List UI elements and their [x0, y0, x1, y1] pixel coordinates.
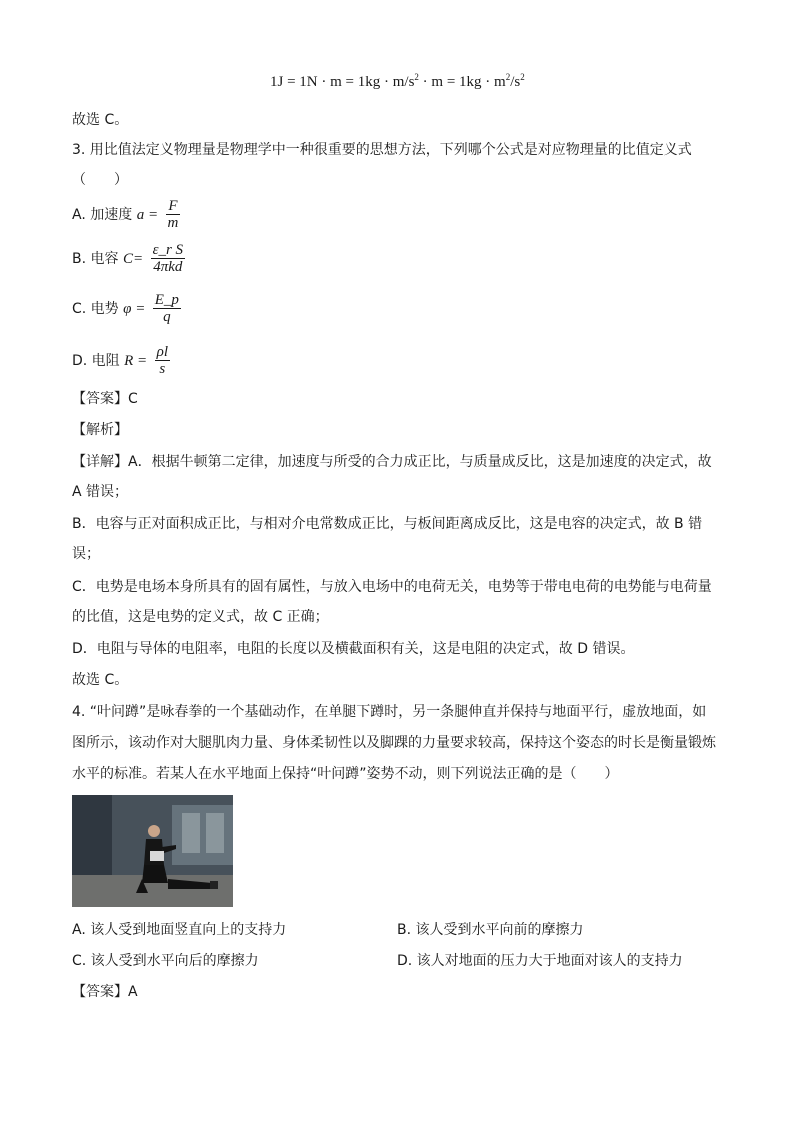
option-lhs: C=: [122, 250, 144, 267]
q3-option-c: [72, 292, 181, 325]
option-label: D. 电阻: [72, 352, 120, 369]
fraction-denominator: s: [159, 361, 166, 377]
q4-option-c: C. 该人受到水平向后的摩擦力: [72, 953, 259, 969]
q4-option-b: B. 该人受到水平向前的摩擦力: [397, 922, 584, 938]
option-label: A. 加速度: [72, 206, 133, 223]
q3-detail-line: B．电容与正对面积成正比，与相对介电常数成正比，与板间距离成反比，这是电容的决定式，故 B 错: [72, 516, 703, 532]
option-lhs: a =: [136, 206, 159, 223]
q3-detail-line: D．电阻与导体的电阻率，电阻的长度以及横截面积有关，这是电阻的决定式，故 D 错误。: [72, 641, 635, 657]
fraction-numerator: ε_r S: [152, 242, 184, 258]
option-label: C. 电势: [72, 300, 119, 317]
fraction-denominator: m: [167, 215, 179, 231]
fraction-denominator: q: [163, 309, 171, 325]
q3-detail-line: A 错误；: [72, 484, 129, 500]
q3-option-d: [72, 344, 170, 377]
option-lhs: R =: [124, 352, 148, 369]
q3-detail-line: 的比值，这是电势的定义式，故 C 正确；: [72, 609, 329, 625]
formula-sup-1: 2: [414, 72, 419, 82]
fraction-denominator: 4πkd: [153, 259, 183, 275]
q4-stem-line: 4. “叶问蹲”是咏春拳的一个基础动作，在单腿下蹲时，另一条腿伸直并保持与地面平行，虚放地面，如: [72, 704, 707, 720]
fraction-numerator: ρl: [156, 344, 169, 360]
q4-stem-line: 水平的标准。若某人在水平地面上保持“叶问蹲”姿势不动，则下列说法正确的是（ ）: [72, 766, 619, 782]
q3-stem: 3. 用比值法定义物理量是物理学中一种很重要的思想方法，下列哪个公式是对应物理量的比值定义式: [72, 142, 692, 158]
q3-detail-line: C．电势是电场本身所具有的固有属性，与放入电场中的电荷无关，电势等于带电电荷的电势能与电荷量: [72, 579, 712, 595]
q4-option-a: A. 该人受到地面竖直向上的支持力: [72, 922, 287, 938]
choose-line-1: 故选 C。: [72, 112, 129, 128]
fraction: [155, 344, 170, 377]
fraction-numerator: F: [166, 198, 181, 215]
formula-part-1: 1J = 1N · m = 1kg · m/s: [270, 74, 415, 90]
energy-unit-formula: [270, 72, 525, 91]
q3-choose: 故选 C。: [72, 672, 129, 688]
q3-option-b: [72, 242, 185, 275]
option-label: B. 电容: [72, 250, 119, 267]
q3-paren: （ ）: [72, 172, 128, 188]
photo-illustration: [72, 795, 233, 907]
q3-analysis-heading: 【解析】: [72, 422, 128, 438]
q4-answer: 【答案】A: [72, 984, 138, 1000]
formula-sup-3: 2: [520, 72, 525, 82]
option-lhs: φ =: [123, 300, 146, 317]
q3-detail-line: 【详解】A．根据牛顿第二定律，加速度与所受的合力成正比，与质量成反比，这是加速度的决定式，故: [72, 454, 712, 470]
fraction: [166, 198, 181, 231]
q4-option-d: D. 该人对地面的压力大于地面对该人的支持力: [397, 953, 683, 969]
fraction: [151, 242, 186, 275]
q3-option-a: [72, 198, 180, 231]
fraction-numerator: E_p: [154, 292, 179, 308]
fraction: [153, 292, 181, 325]
q3-answer: 【答案】C: [72, 391, 138, 407]
formula-part-3: /s: [510, 74, 521, 90]
q4-stem-line: 图所示，该动作对大腿肌肉力量、身体柔韧性以及脚踝的力量要求较高，保持这个姿态的时长是衡量锻炼: [72, 735, 716, 751]
formula-sup-2: 2: [505, 72, 511, 82]
squat-pose-photo: [72, 795, 233, 907]
formula-part-2: · m = 1kg · m: [418, 74, 506, 90]
q3-detail-line: 误；: [72, 546, 100, 562]
